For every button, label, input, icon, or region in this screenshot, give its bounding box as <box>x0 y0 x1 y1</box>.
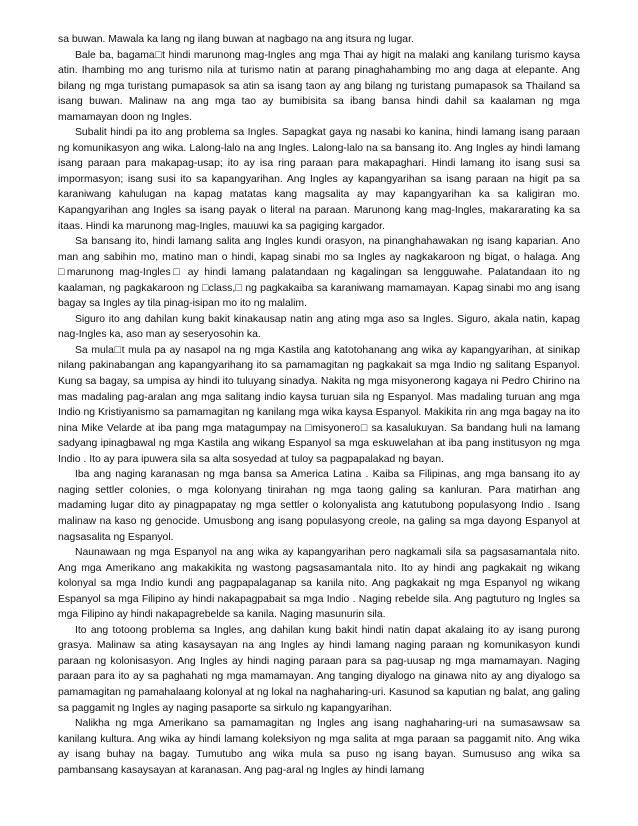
paragraph-3: Subalit hindi pa ito ang problema sa Ingles. Sapagkat gaya ng nasabi ko kanina, hindi lamang isang paraan ng komunikasyon ang wika. Lalong-lalo na ang Ingles. Lalong-lalo na sa bansang ito. Ang Ingles ay hindi lamang isang paraan para makapag-usap; ito ay isa ring paraan para makapaghari. Hindi lamang ito isang susi sa impormasyon; isang susi ito sa kapangyarihan. Ang Ingles ay kapangyarihan sa isang paraan na higit pa sa karaniwang kahulugan na kapag matatas kang magsalita ay may kapangyarihan ka sa kaligiran mo. Kapangyarihan ang Ingles sa isang payak o literal na paraan. Marunong kang mag-Ingles, makararating ka sa itaas. Hindi ka marunong mag-Ingles, mauuwi ka sa pagiging kargador. <box>58 127 580 232</box>
paragraph-2: Bale ba, bagama□t hindi marunong mag-Ingles ang mga Thai ay higit na malaki ang kanilang turismo kaysa atin. Ihambing mo ang turismo nila at turismo natin at parang pinaghahambing mo ang daga at elepante. Ang bilang ng mga turistang pumapasok sa atin sa isang taon ay ang bilang ng turistang pumapasok sa Thailand sa isang buwan. Malinaw na ang mga tao ay bumibisita sa ibang bansa hindi dahil sa kaalaman ng mga mamamayan doon ng Ingles. <box>58 49 580 123</box>
paragraph-4: Sa bansang ito, hindi lamang salita ang Ingles kundi orasyon, na pinanghahawakan ng isang kaparian. Ano man ang sabihin mo, matino man o hindi, kapag sinabi mo sa Ingles ay nagkakaroon ng bigat, o halaga. Ang □marunong mag-Ingles□ ay hindi lamang palatandaan ng kagalingan sa lengguwahe. Palatandaan ito ng kaalaman, ng pagkakaroon ng □class,□ ng pagkakaiba sa karaniwang mamamayan. Kapag sinabi mo ang isang bagay sa Ingles ay tila pinag-isipan mo ito ng malalim. <box>58 236 580 310</box>
paragraph-9: Ito ang totoong problema sa Ingles, ang dahilan kung bakit hindi natin dapat akalaing ito ay isang purong grasya. Malinaw sa ating kasaysayan na ang Ingles ay hindi lamang naging paraan ng komunikasyon kundi paraan ng kolonisasyon. Ang Ingles ay hindi naging paraan para sa pag-uusap ng mga mamamayan. Naging paraan para ito ay sa paghahati ng mga mamamayan. Ang tanging diyalogo na ginawa nito ay ang diyalogo sa pamamagitan ng pamahalaang kolonyal at ng lokal na naghaharing-uri. Kasunod sa kaputian ng balat, ang galing sa paggamit ng Ingles ay naging pasaporte sa sirkulo ng kapangyarihan. <box>58 624 580 714</box>
paragraph-8: Naunawaan ng mga Espanyol na ang wika ay kapangyarihan pero nagkamali sila sa pagsasamantala nito. Ang mga Amerikano ang makakikita ng wastong pagsasamantala nito. Ito ay hindi ang pagkakait ng wikang kolonyal sa mga Indio kundi ang pagpapalaganap sa kanila nito. Ang pagkakait ng mga Espanyol ng wikang Espanyol sa mga Filipino ay hindi nakapagpabait sa mga Indio . Naging rebelde sila. Ang pagtuturo ng Ingles sa mga Filipino ay hindi nakapagrebelde sa kanila. Naging masunurin sila. <box>58 547 580 621</box>
paragraph-1: sa buwan. Mawala ka lang ng ilang buwan at nagbago na ang itsura ng lugar. <box>58 34 414 45</box>
paragraph-5: Siguro ito ang dahilan kung bakit kinakausap natin ang ating mga aso sa Ingles. Siguro, akala natin, kapag nag-Ingles ka, aso man ay seseryosohin ka. <box>58 313 580 341</box>
document-page <box>58 32 580 778</box>
paragraph-7: Iba ang naging karanasan ng mga bansa sa America Latina . Kaiba sa Filipinas, ang mga bansang ito ay naging settler colonies, o mga kolonyang tinirahan ng mga taong galing sa kanluran. Para matirhan ang madaming lugar dito ay pinagpapatay ng mga settler o kolonyalista ang katutubong populasyong Indio . Isang malinaw na kaso ng genocide. Umusbong ang isang populasyong creole, na galing sa mga dayong Espanyol at nagsasalita ng Espanyol. <box>58 469 580 543</box>
paragraph-6: Sa mula□t mula pa ay nasapol na ng mga Kastila ang katotohanang ang wika ay kapangyarihan, at sinikap nilang pakinabangan ang kapangyarihang ito sa pamamagitan ng pagkakait sa mga Indio ng salitang Espanyol. Kung sa bagay, sa umpisa ay hindi ito tuluyang sinadya. Nakita ng mga misyonerong kagaya ni Pedro Chirino na mas madaling pag-aralan ang mga salitang indio kaysa turuan sila ng Espanyol. Mas madaling turuan ang mga Indio ng Kristiyanismo sa pamamagitan ng kanilang mga wika kaysa Espanyol. Makikita rin ang mga bagay na ito nina Mike Velarde at iba pang mga matagumpay na □misyonero□ sa kasalukuyan. Sa bandang huli na lamang sadyang ipinagbawal ng mga Kastila ang wikang Espanyol sa mga eskuwelahan at iba pang institusyon ng mga Indio . Ito ay para ipuwera sila sa alta sosyedad at tuloy sa pagpapalakad ng bayan. <box>58 344 580 465</box>
paragraph-10: Nalikha ng mga Amerikano sa pamamagitan ng Ingles ang isang naghaharing-uri na sumasawsaw sa kanilang kultura. Ang wika ay hindi lamang koleksiyon ng mga salita at mga paraan sa paggamit nito. Ang wika ay isang buhay na bagay. Tumutubo ang wika mula sa puso ng isang bayan. Sumususo ang wika sa pambansang kasaysayan at karanasan. Ang pag-aral ng Ingles ay hindi lamang <box>58 718 580 776</box>
